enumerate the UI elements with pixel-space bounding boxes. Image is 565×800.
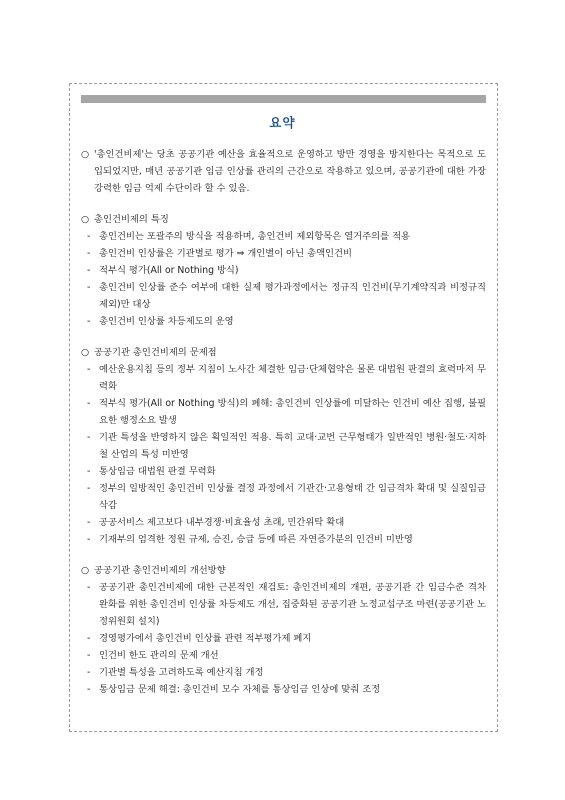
section-item-list	[81, 228, 486, 330]
dash-bullet-icon: -	[87, 466, 91, 477]
list-item-text: 기관별 특성을 고려하도록 예산지침 개정	[99, 667, 264, 678]
circle-bullet-icon: ○	[81, 214, 90, 225]
list-item-text: 예산운용지침 등의 정부 지침이 노사간 체결한 임금·단체협약은 물론 대법원 판결의 효력마저 무력화	[99, 364, 486, 392]
list-item	[81, 514, 486, 531]
list-item-text: 인건비 한도 관리의 문제 개선	[99, 650, 219, 661]
dash-bullet-icon: -	[87, 517, 91, 528]
list-item-text: 기관 특성을 반영하지 않은 획일적인 적용. 특히 교대·교번 근무형태가 일반적인 병원·철도·지하철 산업의 특성 미반영	[99, 432, 486, 460]
intro-block	[81, 146, 486, 197]
dash-bullet-icon: -	[87, 650, 91, 661]
section-item-list	[81, 579, 486, 698]
dash-bullet-icon: -	[87, 432, 91, 443]
list-item	[81, 245, 486, 262]
list-item	[81, 579, 486, 630]
list-item	[81, 463, 486, 480]
list-item	[81, 664, 486, 681]
dash-bullet-icon: -	[87, 633, 91, 644]
dash-bullet-icon: -	[87, 231, 91, 242]
section-heading	[81, 211, 486, 228]
summary-content	[81, 146, 486, 712]
list-item	[81, 630, 486, 647]
dash-bullet-icon: -	[87, 534, 91, 545]
section-heading-text: 공공기관 총인건비제의 문제점	[94, 347, 217, 358]
dash-bullet-icon: -	[87, 684, 91, 695]
intro-text: '총인건비제'는 당초 공공기관 예산을 효율적으로 운영하고 방만 경영을 방지한다는 목적으로 도입되었지만, 매년 공공기관 임금 인상률 관리의 근간으로 작용하고 있으며, 공공기관에 대한 가장 강력한 임금 억제 수단이라 할 수 있음.	[94, 149, 486, 194]
list-item	[81, 279, 486, 313]
dash-bullet-icon: -	[87, 282, 91, 293]
list-item-text: 총인건비는 포괄주의 방식을 적용하며, 총인건비 제외항목은 열거주의를 적용	[99, 231, 411, 242]
list-item	[81, 647, 486, 664]
list-item-text: 경영평가에서 총인건비 인상률 관련 적부평가제 폐지	[99, 633, 312, 644]
section-heading	[81, 344, 486, 361]
list-item-text: 통상임금 대법원 판결 무력화	[99, 466, 216, 477]
dash-bullet-icon: -	[87, 582, 91, 593]
section-block	[81, 562, 486, 698]
list-item-text: 기재부의 엄격한 정원 규제, 승진, 승급 등에 따른 자연증가분의 인건비 미반영	[99, 534, 413, 545]
section-block	[81, 344, 486, 548]
dash-bullet-icon: -	[87, 483, 91, 494]
dash-bullet-icon: -	[87, 248, 91, 259]
list-item	[81, 228, 486, 245]
list-item-text: 공공서비스 제고보다 내부경쟁·비효율성 초래, 민간위탁 확대	[99, 517, 345, 528]
dash-bullet-icon: -	[87, 398, 91, 409]
section-item-list	[81, 361, 486, 548]
list-item	[81, 480, 486, 514]
intro-paragraph	[81, 146, 486, 197]
sections-container	[81, 211, 486, 698]
list-item-text: 총인건비 인상률은 기관별로 평가 ⇒ 개인별이 아닌 총액인건비	[99, 248, 352, 259]
section-heading	[81, 562, 486, 579]
list-item	[81, 313, 486, 330]
list-item	[81, 429, 486, 463]
dash-bullet-icon: -	[87, 265, 91, 276]
list-item-text: 정부의 일방적인 총인건비 인상률 결정 과정에서 기관간·고용형태 간 임금격차 확대 및 실질임금 삭감	[99, 483, 486, 511]
list-item	[81, 262, 486, 279]
section-heading-text: 공공기관 총인건비제의 개선방향	[94, 565, 226, 576]
list-item	[81, 395, 486, 429]
list-item	[81, 361, 486, 395]
circle-bullet-icon: ○	[81, 565, 90, 576]
page-title: 요약	[269, 115, 296, 130]
dash-bullet-icon: -	[87, 364, 91, 375]
dash-bullet-icon: -	[87, 667, 91, 678]
header-bar	[81, 95, 486, 103]
list-item-text: 적부식 평가(All or Nothing 방식)	[99, 265, 239, 276]
list-item-text: 총인건비 인상률 준수 여부에 대한 실제 평가과정에서는 정규직 인건비(무기계약직과 비정규직 제외)만 대상	[99, 282, 486, 310]
section-heading-text: 총인건비제의 특징	[94, 214, 169, 225]
circle-bullet-icon: ○	[81, 347, 90, 358]
list-item	[81, 681, 486, 698]
list-item-text: 총인건비 인상률 차등제도의 운영	[99, 316, 234, 327]
list-item-text: 적부식 평가(All or Nothing 방식)의 폐해: 총인건비 인상률에 미달하는 인건비 예산 집행, 불필요한 행정소요 발생	[99, 398, 486, 426]
dash-bullet-icon: -	[87, 316, 91, 327]
circle-bullet-icon: ○	[81, 149, 90, 160]
section-block	[81, 211, 486, 330]
list-item-text: 통상임금 문제 해결: 총인건비 모수 자체를 통상임금 인상에 맞춰 조정	[99, 684, 381, 695]
list-item	[81, 531, 486, 548]
list-item-text: 공공기관 총인건비제에 대한 근본적인 재검토: 총인건비제의 개편, 공공기관 간 임금수준 격차 완화를 위한 총인건비 인상률 차등제도 개선, 집중화된 공공기관 노정교섭구조 마련(공공기관 노정위원회 설치)	[99, 582, 486, 627]
